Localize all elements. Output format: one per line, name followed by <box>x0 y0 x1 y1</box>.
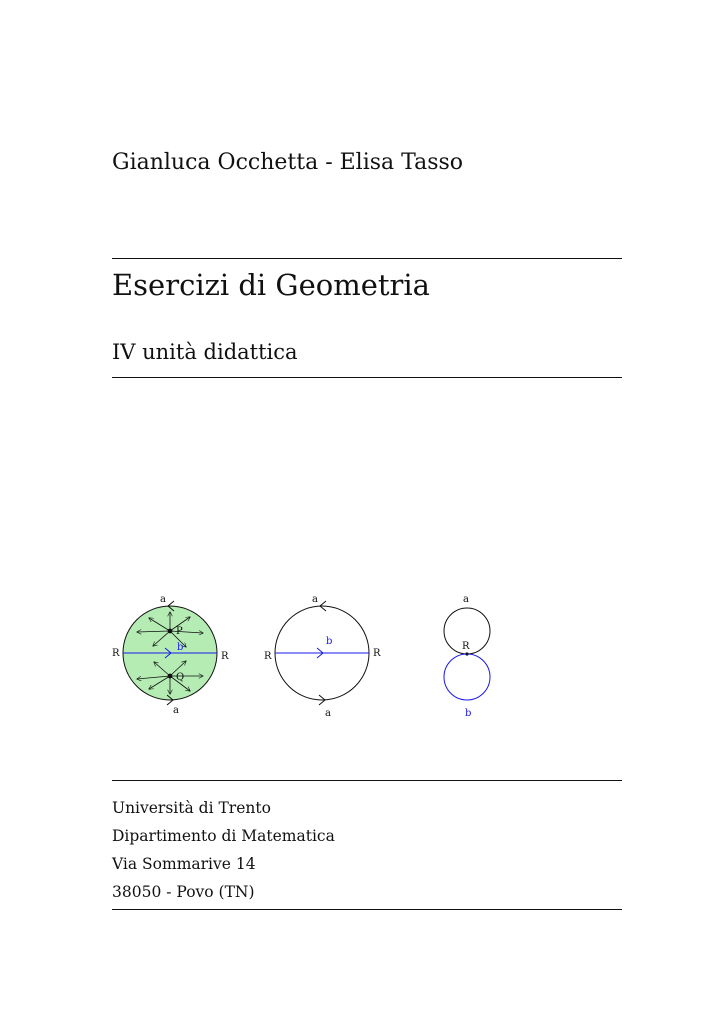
address-department: Dipartimento di Matematica <box>112 827 335 845</box>
figures <box>0 585 724 725</box>
label-a-3: a <box>463 594 469 605</box>
circle-b <box>444 654 490 700</box>
label-a-bottom-1: a <box>173 705 179 716</box>
label-p: P <box>176 626 183 637</box>
figure-1 <box>112 594 229 716</box>
document-title: Esercizi di Geometria <box>112 268 430 302</box>
figure-3 <box>444 594 490 719</box>
address-bottom-rule <box>112 909 622 910</box>
label-r-left-2: R <box>264 651 272 662</box>
figures-svg <box>0 585 724 725</box>
address-city: 38050 - Povo (TN) <box>112 883 255 901</box>
label-r-right-2: R <box>373 648 381 659</box>
address-street: Via Sommarive 14 <box>112 855 256 873</box>
label-r-left-1: R <box>112 648 120 659</box>
label-q: Q <box>176 672 185 683</box>
address-top-rule <box>112 780 622 781</box>
top-rule <box>112 258 622 259</box>
document-subtitle: IV unità didattica <box>112 340 298 364</box>
label-a-top-2: a <box>312 594 318 605</box>
label-r-3: R <box>462 641 470 652</box>
figure-2 <box>264 594 381 719</box>
authors: Gianluca Occhetta - Elisa Tasso <box>112 150 464 175</box>
label-a-bottom-2: a <box>325 708 331 719</box>
point-r <box>465 652 468 655</box>
label-b-3: b <box>465 708 472 719</box>
address-university: Università di Trento <box>112 799 271 817</box>
label-b-2: b <box>326 636 333 647</box>
title-bottom-rule <box>112 377 622 378</box>
label-a-top-1: a <box>160 594 166 605</box>
address-block <box>112 794 335 906</box>
label-r-right-1: R <box>221 651 229 662</box>
label-b-1: b <box>177 642 184 653</box>
